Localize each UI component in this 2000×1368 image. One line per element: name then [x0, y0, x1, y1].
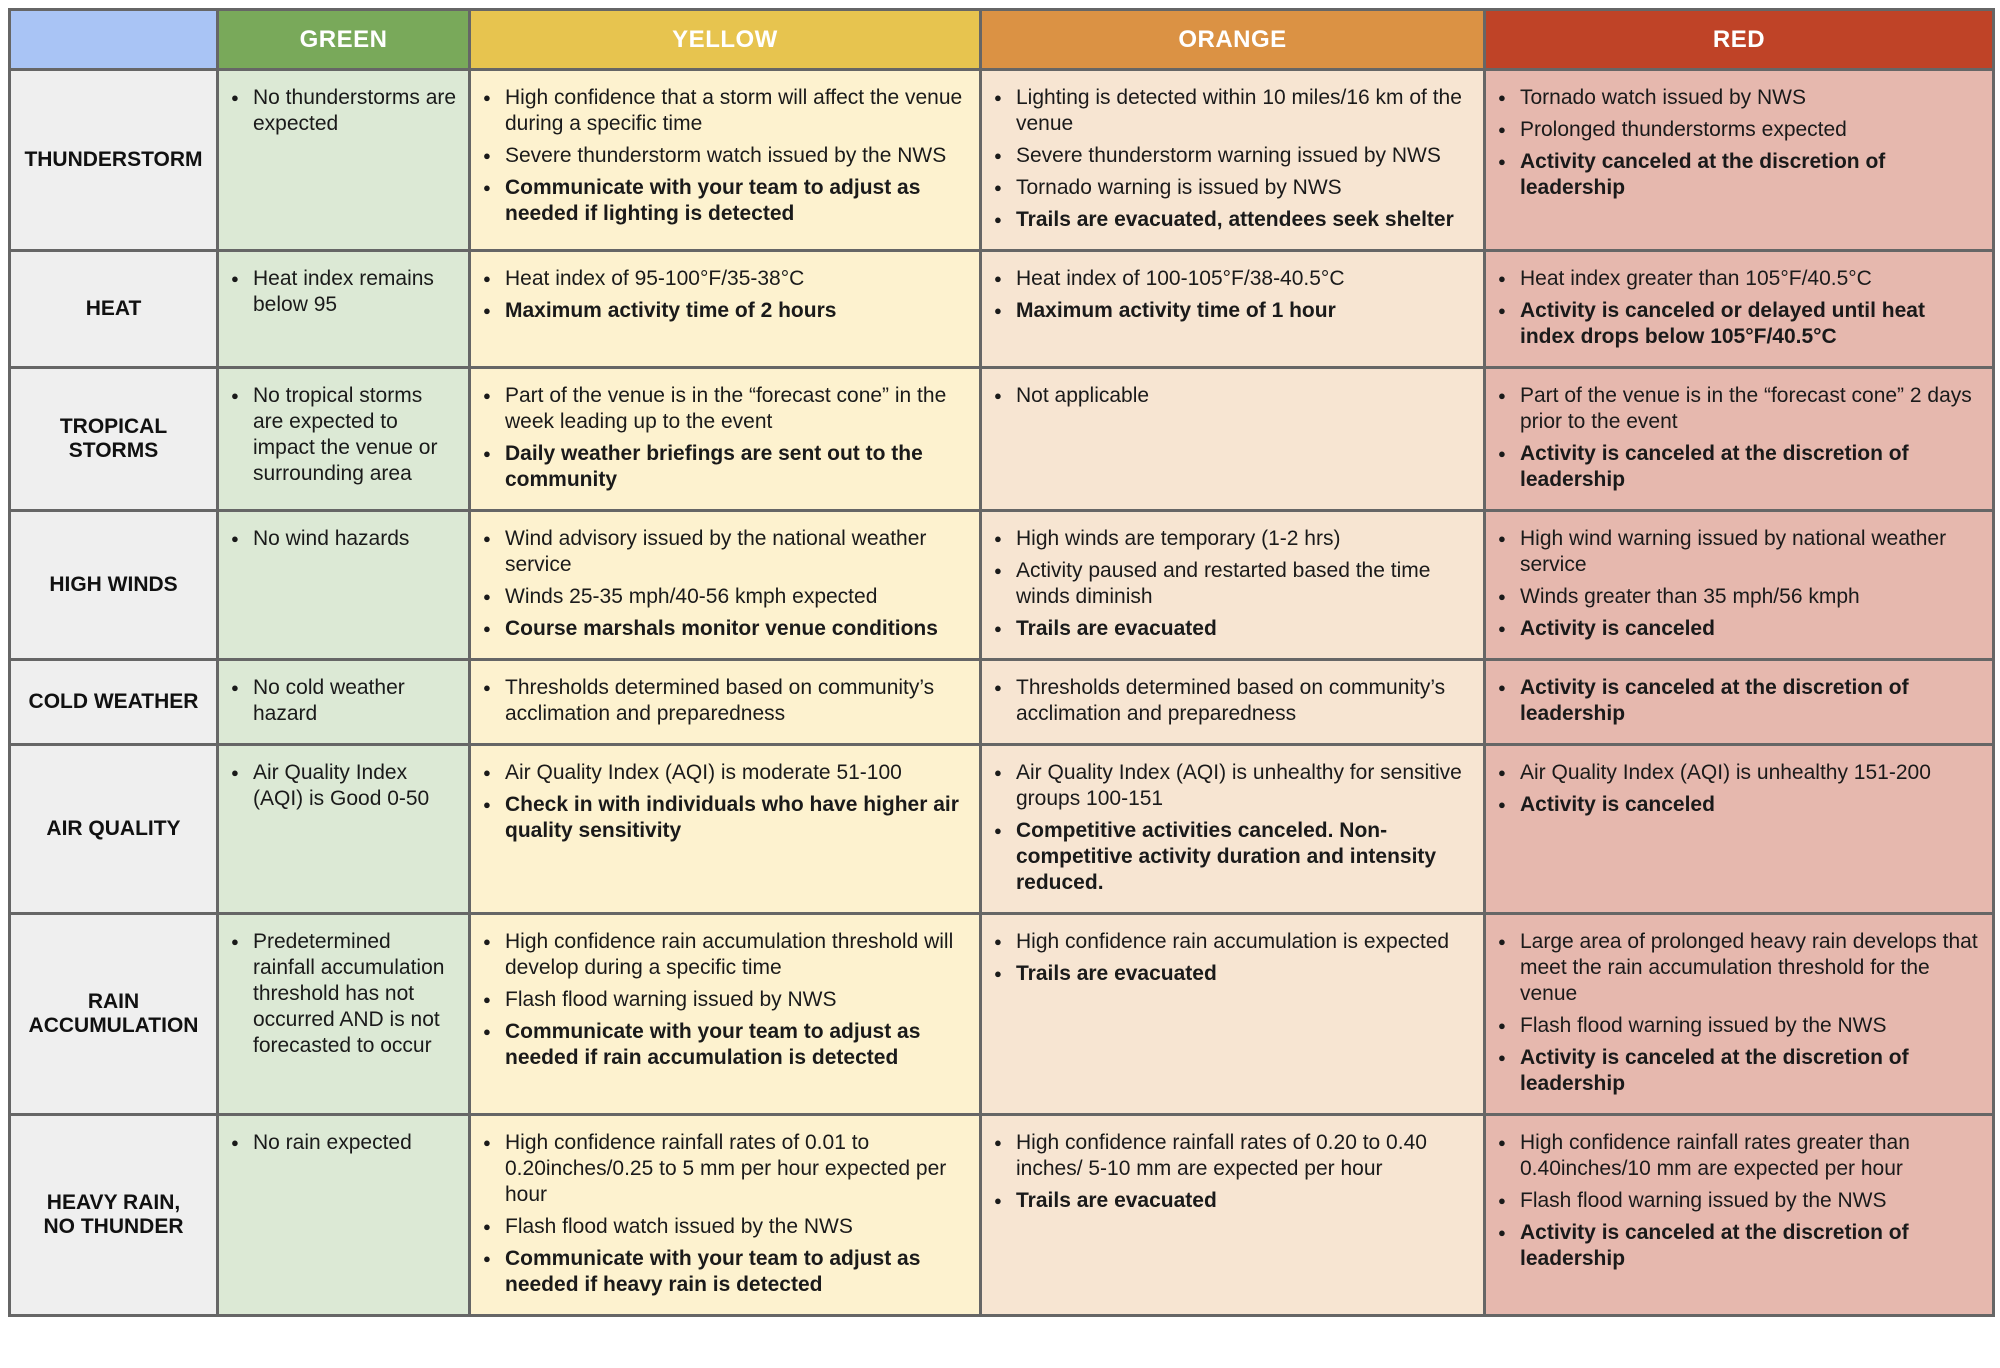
green-level-cell: [218, 251, 470, 368]
criteria-item: ● High wind warning issued by national weather service: [1498, 526, 1982, 578]
criteria-list: [994, 383, 1473, 409]
criteria-item: ● Winds 25-35 mph/40-56 kmph expected: [483, 584, 969, 610]
orange-level-cell: [981, 511, 1485, 660]
criteria-item: ● Activity paused and restarted based the time winds diminish: [994, 558, 1473, 610]
row-label-line: COLD WEATHER: [28, 690, 199, 713]
green-level-cell: [218, 368, 470, 511]
row-label: [10, 70, 218, 251]
orange-level-cell: [981, 251, 1485, 368]
orange-column-header: ORANGE: [981, 10, 1485, 70]
criteria-list: [483, 760, 969, 844]
table-row: [10, 1115, 1994, 1316]
criteria-list: [231, 383, 458, 487]
criteria-list: [1498, 266, 1982, 350]
row-label-line: HIGH WINDS: [49, 573, 178, 596]
criteria-item: ● Large area of prolonged heavy rain develops that meet the rain accumulation threshold for the venue: [1498, 929, 1982, 1007]
criteria-list: [231, 1130, 458, 1156]
green-level-cell: [218, 511, 470, 660]
criteria-item: ● Trails are evacuated, attendees seek shelter: [994, 207, 1473, 233]
criteria-item: ● Part of the venue is in the “forecast cone” 2 days prior to the event: [1498, 383, 1982, 435]
criteria-item: ● Maximum activity time of 2 hours: [483, 298, 969, 324]
criteria-item: ● No rain expected: [231, 1130, 458, 1156]
red-level-cell: [1485, 745, 1994, 914]
row-label: [10, 660, 218, 745]
criteria-item: ● Heat index of 95-100°F/35-38°C: [483, 266, 969, 292]
green-level-cell: [218, 660, 470, 745]
criteria-item: ● Air Quality Index (AQI) is Good 0-50: [231, 760, 458, 812]
criteria-list: [231, 675, 458, 727]
red-column-header: RED: [1485, 10, 1994, 70]
criteria-list: [1498, 1130, 1982, 1272]
orange-level-cell: [981, 1115, 1485, 1316]
criteria-item: ● Air Quality Index (AQI) is moderate 51-100: [483, 760, 969, 786]
criteria-list: [994, 1130, 1473, 1214]
criteria-list: [231, 760, 458, 812]
criteria-item: ● High confidence rain accumulation threshold will develop during a specific time: [483, 929, 969, 981]
criteria-list: [231, 929, 458, 1059]
criteria-item: ● No wind hazards: [231, 526, 458, 552]
criteria-item: ● Thresholds determined based on community’s acclimation and preparedness: [483, 675, 969, 727]
red-level-cell: [1485, 70, 1994, 251]
row-label-line: ACCUMULATION: [28, 1014, 199, 1037]
yellow-level-cell: [470, 914, 981, 1115]
criteria-item: ● Tornado watch issued by NWS: [1498, 85, 1982, 111]
header-row: [10, 10, 1994, 70]
criteria-item: ● Trails are evacuated: [994, 961, 1473, 987]
criteria-item: ● High confidence rainfall rates greater than 0.40inches/10 mm are expected per hour: [1498, 1130, 1982, 1182]
criteria-item: ● Trails are evacuated: [994, 616, 1473, 642]
criteria-item: ● Activity is canceled at the discretion of leadership: [1498, 441, 1982, 493]
criteria-item: ● Lighting is detected within 10 miles/16 km of the venue: [994, 85, 1473, 137]
criteria-item: ● Part of the venue is in the “forecast cone” in the week leading up to the event: [483, 383, 969, 435]
criteria-item: ● Flash flood warning issued by NWS: [483, 987, 969, 1013]
criteria-item: ● Predetermined rainfall accumulation threshold has not occurred AND is not forecasted to occur: [231, 929, 458, 1059]
orange-level-cell: [981, 368, 1485, 511]
red-level-cell: [1485, 511, 1994, 660]
row-label: [10, 914, 218, 1115]
criteria-item: ● Flash flood warning issued by the NWS: [1498, 1013, 1982, 1039]
table-row: [10, 914, 1994, 1115]
yellow-level-cell: [470, 70, 981, 251]
criteria-item: ● Winds greater than 35 mph/56 kmph: [1498, 584, 1982, 610]
criteria-item: ● Severe thunderstorm warning issued by NWS: [994, 143, 1473, 169]
orange-level-cell: [981, 660, 1485, 745]
criteria-list: [994, 526, 1473, 642]
table-row: [10, 660, 1994, 745]
table-row: [10, 368, 1994, 511]
green-level-cell: [218, 1115, 470, 1316]
row-label: [10, 368, 218, 511]
criteria-list: [483, 675, 969, 727]
corner-header-cell: [10, 10, 218, 70]
red-level-cell: [1485, 660, 1994, 745]
criteria-item: ● High confidence rainfall rates of 0.01 to 0.20inches/0.25 to 5 mm per hour expected per hour: [483, 1130, 969, 1208]
criteria-item: ● Course marshals monitor venue conditions: [483, 616, 969, 642]
green-level-cell: [218, 914, 470, 1115]
row-label-line: RAIN: [87, 990, 140, 1013]
criteria-list: [994, 760, 1473, 896]
row-label-line: HEAT: [85, 297, 142, 320]
criteria-item: ● Activity canceled at the discretion of leadership: [1498, 149, 1982, 201]
yellow-level-cell: [470, 1115, 981, 1316]
criteria-list: [1498, 85, 1982, 201]
criteria-list: [1498, 526, 1982, 642]
criteria-item: ● High confidence rainfall rates of 0.20 to 0.40 inches/ 5-10 mm are expected per hour: [994, 1130, 1473, 1182]
criteria-item: ● High confidence rain accumulation is expected: [994, 929, 1473, 955]
criteria-item: ● Heat index remains below 95: [231, 266, 458, 318]
criteria-item: ● Thresholds determined based on community’s acclimation and preparedness: [994, 675, 1473, 727]
criteria-list: [1498, 929, 1982, 1097]
criteria-list: [483, 1130, 969, 1298]
row-label-line: NO THUNDER: [43, 1215, 184, 1238]
criteria-item: ● Communicate with your team to adjust as needed if rain accumulation is detected: [483, 1019, 969, 1071]
yellow-level-cell: [470, 660, 981, 745]
orange-level-cell: [981, 914, 1485, 1115]
yellow-level-cell: [470, 745, 981, 914]
red-level-cell: [1485, 368, 1994, 511]
criteria-item: ● Not applicable: [994, 383, 1473, 409]
criteria-item: ● Prolonged thunderstorms expected: [1498, 117, 1982, 143]
criteria-item: ● Activity is canceled at the discretion of leadership: [1498, 1220, 1982, 1272]
criteria-list: [231, 526, 458, 552]
criteria-list: [994, 266, 1473, 324]
criteria-item: ● No thunderstorms are expected: [231, 85, 458, 137]
table-row: [10, 745, 1994, 914]
criteria-list: [483, 85, 969, 227]
criteria-item: ● Air Quality Index (AQI) is unhealthy for sensitive groups 100-151: [994, 760, 1473, 812]
criteria-list: [994, 85, 1473, 233]
table-row: [10, 70, 1994, 251]
green-level-cell: [218, 745, 470, 914]
criteria-list: [231, 266, 458, 318]
criteria-list: [483, 266, 969, 324]
orange-level-cell: [981, 70, 1485, 251]
row-label-line: AIR QUALITY: [46, 817, 181, 840]
row-label-line: HEAVY RAIN,: [46, 1191, 181, 1214]
criteria-list: [994, 929, 1473, 987]
row-label: [10, 251, 218, 368]
criteria-item: ● Activity is canceled: [1498, 792, 1982, 818]
criteria-item: ● Communicate with your team to adjust as needed if heavy rain is detected: [483, 1246, 969, 1298]
criteria-list: [994, 675, 1473, 727]
row-label-line: TROPICAL: [59, 415, 168, 438]
yellow-level-cell: [470, 251, 981, 368]
row-label: [10, 511, 218, 660]
row-label: [10, 745, 218, 914]
criteria-list: [483, 526, 969, 642]
criteria-list: [1498, 383, 1982, 493]
criteria-list: [1498, 675, 1982, 727]
table-row: [10, 251, 1994, 368]
criteria-item: ● Flash flood watch issued by the NWS: [483, 1214, 969, 1240]
red-level-cell: [1485, 914, 1994, 1115]
table-row: [10, 511, 1994, 660]
row-label-line: THUNDERSTORM: [24, 148, 203, 171]
criteria-item: ● Air Quality Index (AQI) is unhealthy 151-200: [1498, 760, 1982, 786]
criteria-item: ● Flash flood warning issued by the NWS: [1498, 1188, 1982, 1214]
criteria-list: [483, 929, 969, 1071]
criteria-item: ● Competitive activities canceled. Non-competitive activity duration and intensity reduced.: [994, 818, 1473, 896]
criteria-item: ● Activity is canceled at the discretion of leadership: [1498, 675, 1982, 727]
criteria-item: ● No cold weather hazard: [231, 675, 458, 727]
criteria-list: [1498, 760, 1982, 818]
green-column-header: GREEN: [218, 10, 470, 70]
criteria-item: ● Activity is canceled: [1498, 616, 1982, 642]
yellow-column-header: YELLOW: [470, 10, 981, 70]
criteria-list: [231, 85, 458, 137]
criteria-item: ● Activity is canceled at the discretion of leadership: [1498, 1045, 1982, 1097]
weather-risk-table: [8, 8, 1995, 1317]
yellow-level-cell: [470, 368, 981, 511]
criteria-item: ● Tornado warning is issued by NWS: [994, 175, 1473, 201]
criteria-item: ● Daily weather briefings are sent out to the community: [483, 441, 969, 493]
criteria-item: ● Communicate with your team to adjust as needed if lighting is detected: [483, 175, 969, 227]
weather-matrix-container: [8, 8, 1995, 1317]
red-level-cell: [1485, 251, 1994, 368]
criteria-item: ● Heat index greater than 105°F/40.5°C: [1498, 266, 1982, 292]
yellow-level-cell: [470, 511, 981, 660]
criteria-item: ● No tropical storms are expected to impact the venue or surrounding area: [231, 383, 458, 487]
green-level-cell: [218, 70, 470, 251]
criteria-item: ● Activity is canceled or delayed until heat index drops below 105°F/40.5°C: [1498, 298, 1982, 350]
row-label: [10, 1115, 218, 1316]
red-level-cell: [1485, 1115, 1994, 1316]
criteria-item: ● Heat index of 100-105°F/38-40.5°C: [994, 266, 1473, 292]
criteria-item: ● Severe thunderstorm watch issued by the NWS: [483, 143, 969, 169]
row-label-line: STORMS: [68, 439, 159, 462]
orange-level-cell: [981, 745, 1485, 914]
table-body: [10, 70, 1994, 1316]
criteria-item: ● High winds are temporary (1-2 hrs): [994, 526, 1473, 552]
criteria-item: ● Maximum activity time of 1 hour: [994, 298, 1473, 324]
criteria-item: ● Trails are evacuated: [994, 1188, 1473, 1214]
criteria-item: ● Wind advisory issued by the national weather service: [483, 526, 969, 578]
criteria-item: ● Check in with individuals who have higher air quality sensitivity: [483, 792, 969, 844]
criteria-list: [483, 383, 969, 493]
criteria-item: ● High confidence that a storm will affect the venue during a specific time: [483, 85, 969, 137]
